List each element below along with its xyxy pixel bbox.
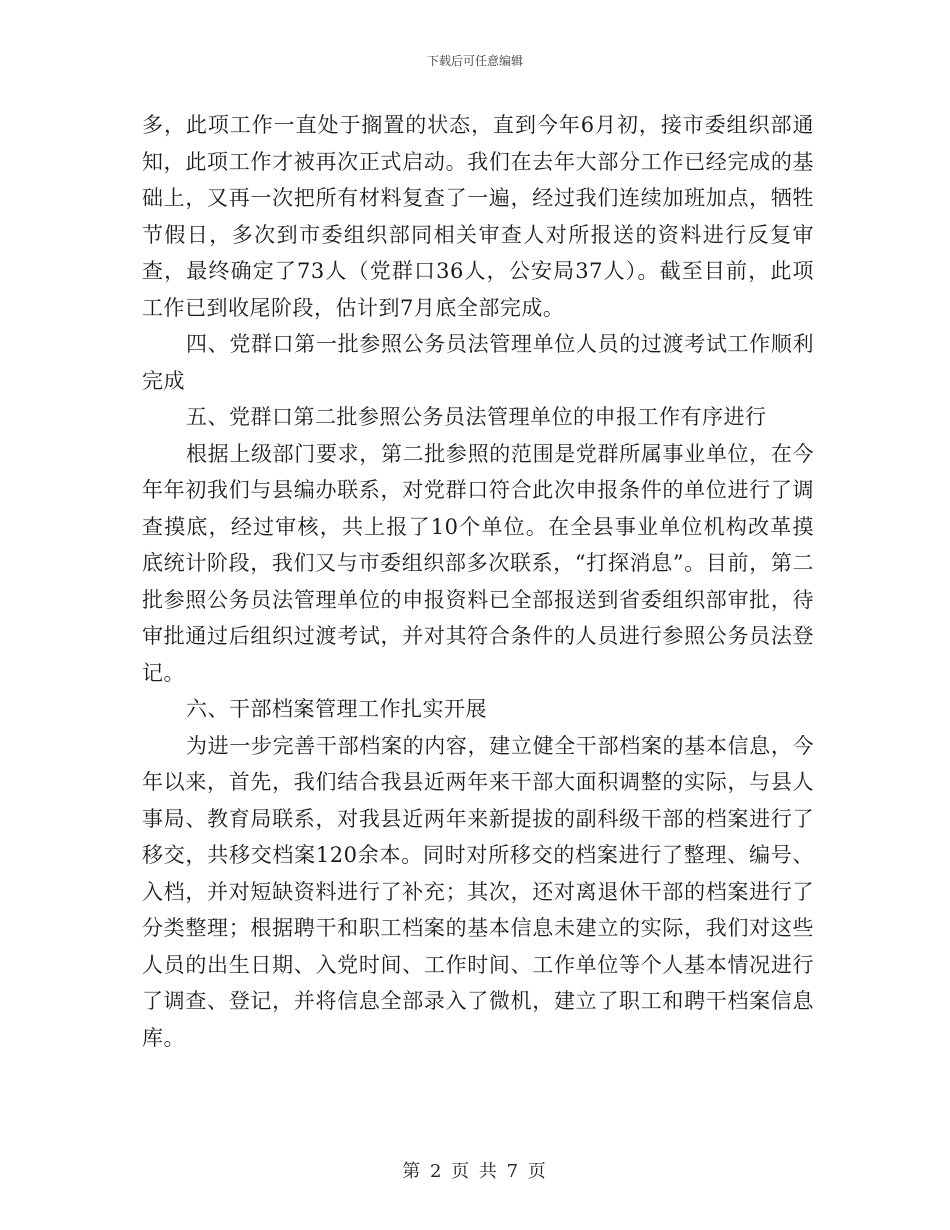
section-heading-6: 六、干部档案管理工作扎实开展	[186, 697, 487, 721]
page-header-note: 下载后可任意编辑	[426, 54, 523, 68]
document-body	[142, 107, 814, 1056]
paragraph-section-5: 根据上级部门要求，第二批参照的范围是党群所属事业单位，在今年年初我们与县编办联系，对党群口符合此次申报条件的单位进行了调查摸底，经过审核，共上报了10个单位。在全县事业单位机构改革摸底统计阶段，我们又与市委组织部多次联系，“打探消息”。目前，第二批参照公务员法管理单位的申报资料已全部报送到省委组织部审批，待审批通过后组织过渡考试，并对其符合条件的人员进行参照公务员法登记。	[142, 441, 814, 685]
paragraph-section-6: 为进一步完善干部档案的内容，建立健全干部档案的基本信息，今年以来，首先，我们结合我县近两年来干部大面积调整的实际，与县人事局、教育局联系，对我县近两年来新提拔的副科级干部的档案进行了移交，共移交档案120余本。同时对所移交的档案进行了整理、编号、入档，并对短缺资料进行了补充；其次，还对离退休干部的档案进行了分类整理；根据聘干和职工档案的基本信息未建立的实际，我们对这些人员的出生日期、入党时间、工作时间、工作单位等个人基本情况进行了调查、登记，并将信息全部录入了微机，建立了职工和聘干档案信息库。	[142, 733, 814, 1050]
section-heading-4: 四、党群口第一批参照公务员法管理单位人员的过渡考试工作顺利完成	[142, 332, 814, 393]
section-heading-5: 五、党群口第二批参照公务员法管理单位的申报工作有序进行	[186, 405, 767, 429]
page-number: 第 2 页 共 7 页	[402, 1161, 548, 1182]
paragraph-continuation: 多，此项工作一直处于搁置的状态，直到今年6月初，接市委组织部通知，此项工作才被再次正式启动。我们在去年大部分工作已经完成的基础上，又再一次把所有材料复查了一遍，经过我们连续加班加点，牺牲节假日，多次到市委组织部同相关审查人对所报送的资料进行反复审查，最终确定了73人（党群口36人，公安局37人）。截至目前，此项工作已到收尾阶段，估计到7月底全部完成。	[142, 113, 814, 320]
